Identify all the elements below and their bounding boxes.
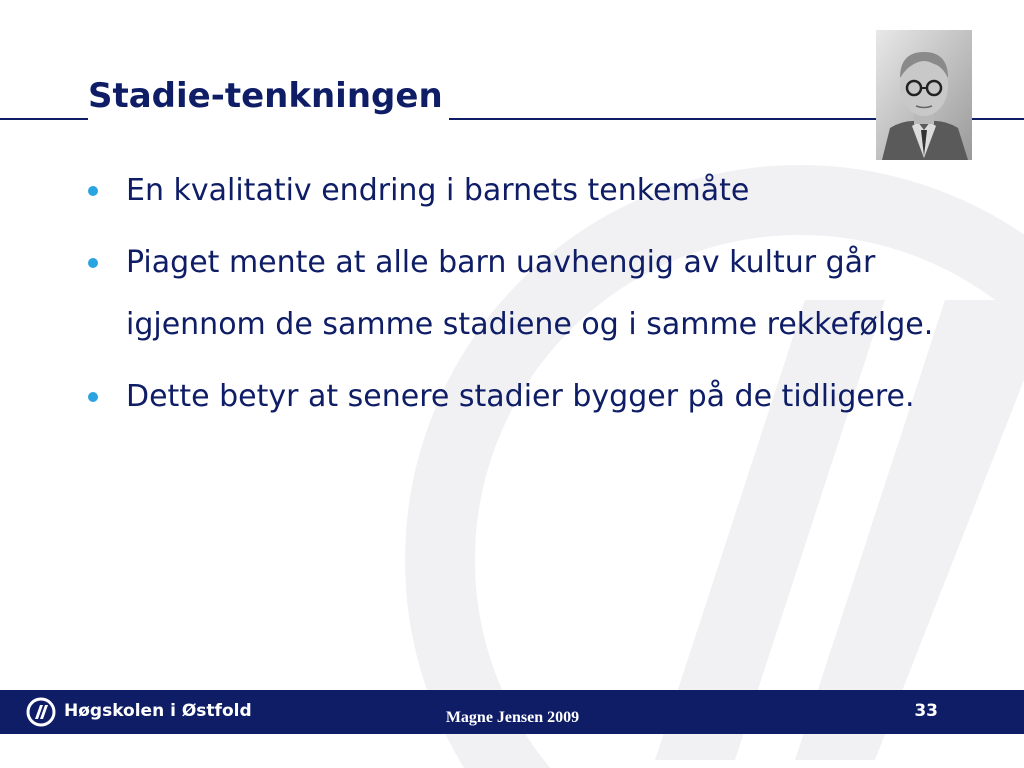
bullet-item <box>88 366 948 428</box>
bullet-text: Dette betyr at senere stadier bygger på de tidligere. <box>126 379 915 414</box>
portrait-photo <box>876 30 972 160</box>
bullet-item <box>88 160 948 222</box>
bullet-marker <box>88 392 98 402</box>
bullet-item <box>88 232 948 356</box>
bullet-marker <box>88 186 98 196</box>
college-logo-icon <box>26 697 56 727</box>
slide-title: Stadie-tenkningen <box>88 72 449 120</box>
footer-author: Magne Jensen 2009 <box>445 709 580 726</box>
bullet-list <box>88 160 948 438</box>
bullet-text: En kvalitativ endring i barnets tenkemåte <box>126 173 750 208</box>
college-name: Høgskolen i Østfold <box>64 701 252 721</box>
bullet-text: Piaget mente at alle barn uavhengig av kultur går igjennom de samme stadiene og i samme rekkefølge. <box>126 245 934 342</box>
bullet-marker <box>88 258 98 268</box>
page-number: 33 <box>914 701 938 721</box>
